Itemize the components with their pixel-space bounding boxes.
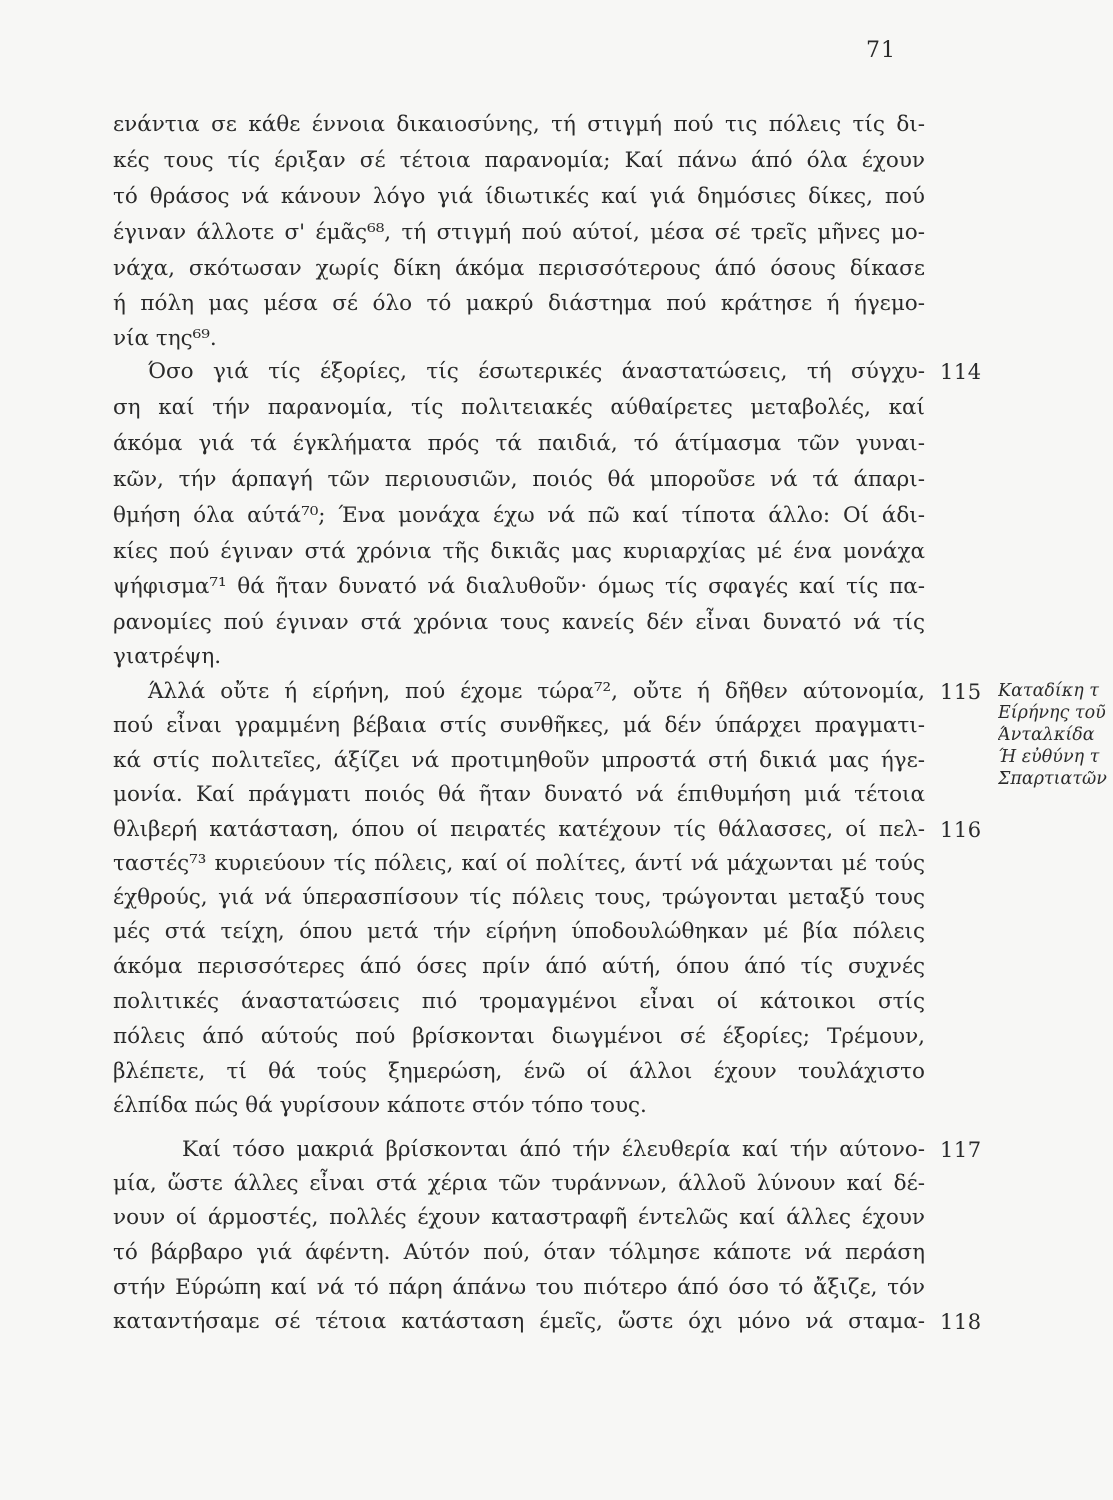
text-line: ταστές⁷³ κυριεύουν τίς πόλεις, καί οί πολίτες, άντί νά μάχωνται μέ τούς [113, 851, 925, 876]
text-line: έγιναν άλλοτε σ' έμᾶς⁶⁸, τή στιγμή πού αύτοί, μέσα σέ τρεῖς μῆνες μο- [113, 220, 925, 245]
margin-note-line: Καταδίκη τ [998, 681, 1099, 701]
text-line: Όσο γιά τίς έξορίες, τίς έσωτερικές άναστατώσεις, τή σύγχυ- [148, 359, 925, 384]
text-line: καταντήσαμε σέ τέτοια κατάσταση έμεῖς, ὥστε όχι μόνο νά σταμα- [113, 1309, 925, 1334]
margin-note-line: Άνταλκίδα [998, 725, 1095, 745]
text-line: κά στίς πολιτεῖες, άξίζει νά προτιμηθοῦν μπροστά στή δικιά μας ήγε- [113, 748, 925, 773]
text-line: πολιτικές άναστατώσεις πιό τρομαγμένοι εἶναι οί κάτοικοι στίς [113, 989, 925, 1014]
text-line: νία της⁶⁹. [113, 326, 217, 351]
text-line: γιατρέψη. [113, 644, 222, 669]
text-line: ση καί τήν παρανομία, τίς πολιτειακές αύθαίρετες μεταβολές, καί [113, 395, 925, 420]
margin-note-line: Ή εὐθύνη τ [998, 747, 1100, 767]
margin-note-line: Σπαρτιατῶν [998, 769, 1107, 789]
text-line: τό θράσος νά κάνουν λόγο γιά ίδιωτικές καί γιά δημόσιες δίκες, πού [113, 184, 925, 209]
text-line: Καί τόσο μακριά βρίσκονται άπό τήν έλευθερία καί τήν αύτονο- [182, 1137, 925, 1162]
text-line: ή πόλη μας μέσα σέ όλο τό μακρύ διάστημα πού κράτησε ή ήγεμο- [113, 291, 925, 316]
text-line: άκόμα περισσότερες άπό όσες πρίν άπό αύτή, όπου άπό τίς συχνές [113, 954, 925, 979]
text-line: στήν Εύρώπη καί νά τό πάρη άπάνω του πιότερο άπό όσο τό ἄξιζε, τόν [113, 1275, 925, 1300]
text-line: τό βάρβαρο γιά άφέντη. Αύτόν πού, όταν τόλμησε κάποτε νά περάση [113, 1240, 925, 1265]
text-line: πόλεις άπό αύτούς πού βρίσκονται διωγμένοι σέ έξορίες; Τρέμουν, [113, 1024, 925, 1049]
text-line: κῶν, τήν άρπαγή τῶν περιουσιῶν, ποιός θά μποροῦσε νά τά άπαρι- [113, 467, 925, 492]
section-number: 115 [940, 680, 982, 704]
text-line: θλιβερή κατάσταση, όπου οί πειρατές κατέχουν τίς θάλασσες, οί πελ- [113, 817, 925, 842]
text-line: άκόμα γιά τά έγκλήματα πρός τά παιδιά, τό άτίμασμα τῶν γυναι- [113, 431, 925, 456]
margin-note-line: Είρήνης τοῦ [998, 703, 1106, 723]
text-line: νουν οί άρμοστές, πολλές έχουν καταστραφῆ έντελῶς καί άλλες έχουν [113, 1205, 925, 1230]
section-number: 116 [940, 818, 982, 842]
text-line: έλπίδα πώς θά γυρίσουν κάποτε στόν τόπο τους. [113, 1093, 647, 1118]
text-line: Άλλά οὔτε ή είρήνη, πού έχομε τώρα⁷², οὔτε ή δῆθεν αύτονομία, [148, 679, 925, 704]
text-line: μία, ὥστε άλλες εἶναι στά χέρια τῶν τυράννων, άλλοῦ λύνουν καί δέ- [113, 1171, 925, 1196]
page-number: 71 [866, 38, 896, 63]
section-number: 114 [940, 360, 982, 384]
section-number: 117 [940, 1138, 982, 1162]
text-line: θμήση όλα αύτά⁷⁰; Ένα μονάχα έχω νά πῶ καί τίποτα άλλο: Οί άδι- [113, 503, 925, 528]
text-line: κές τους τίς έριξαν σέ τέτοια παρανομία; Καί πάνω άπό όλα έχουν [113, 148, 925, 173]
text-line: μές στά τείχη, όπου μετά τήν είρήνη ύποδουλώθηκαν μέ βία πόλεις [113, 919, 925, 944]
text-line: μονία. Καί πράγματι ποιός θά ῆταν δυνατό νά έπιθυμήση μιά τέτοια [113, 782, 925, 807]
margin-note [998, 680, 1113, 790]
text-line: νάχα, σκότωσαν χωρίς δίκη άκόμα περισσότερους άπό όσους δίκασε [113, 256, 925, 281]
text-line: ψήφισμα⁷¹ θά ῆταν δυνατό νά διαλυθοῦν· όμως τίς σφαγές καί τίς πα- [113, 574, 925, 599]
text-line: κίες πού έγιναν στά χρόνια τῆς δικιᾶς μας κυριαρχίας μέ ένα μονάχα [113, 539, 925, 564]
text-line: βλέπετε, τί θά τούς ξημερώση, ένῶ οί άλλοι έχουν τουλάχιστο [113, 1059, 925, 1084]
text-line: έχθρούς, γιά νά ύπερασπίσουν τίς πόλεις τους, τρώγονται μεταξύ τους [113, 885, 925, 910]
text-line: ρανομίες πού έγιναν στά χρόνια τους κανείς δέν εἶναι δυνατό νά τίς [113, 610, 925, 635]
text-line: ενάντια σε κάθε έννοια δικαιοσύνης, τή στιγμή πού τις πόλεις τίς δι- [113, 112, 925, 137]
text-line: πού εἶναι γραμμένη βέβαια στίς συνθῆκες, μά δέν ύπάρχει πραγματι- [113, 713, 925, 738]
section-number: 118 [940, 1310, 982, 1334]
